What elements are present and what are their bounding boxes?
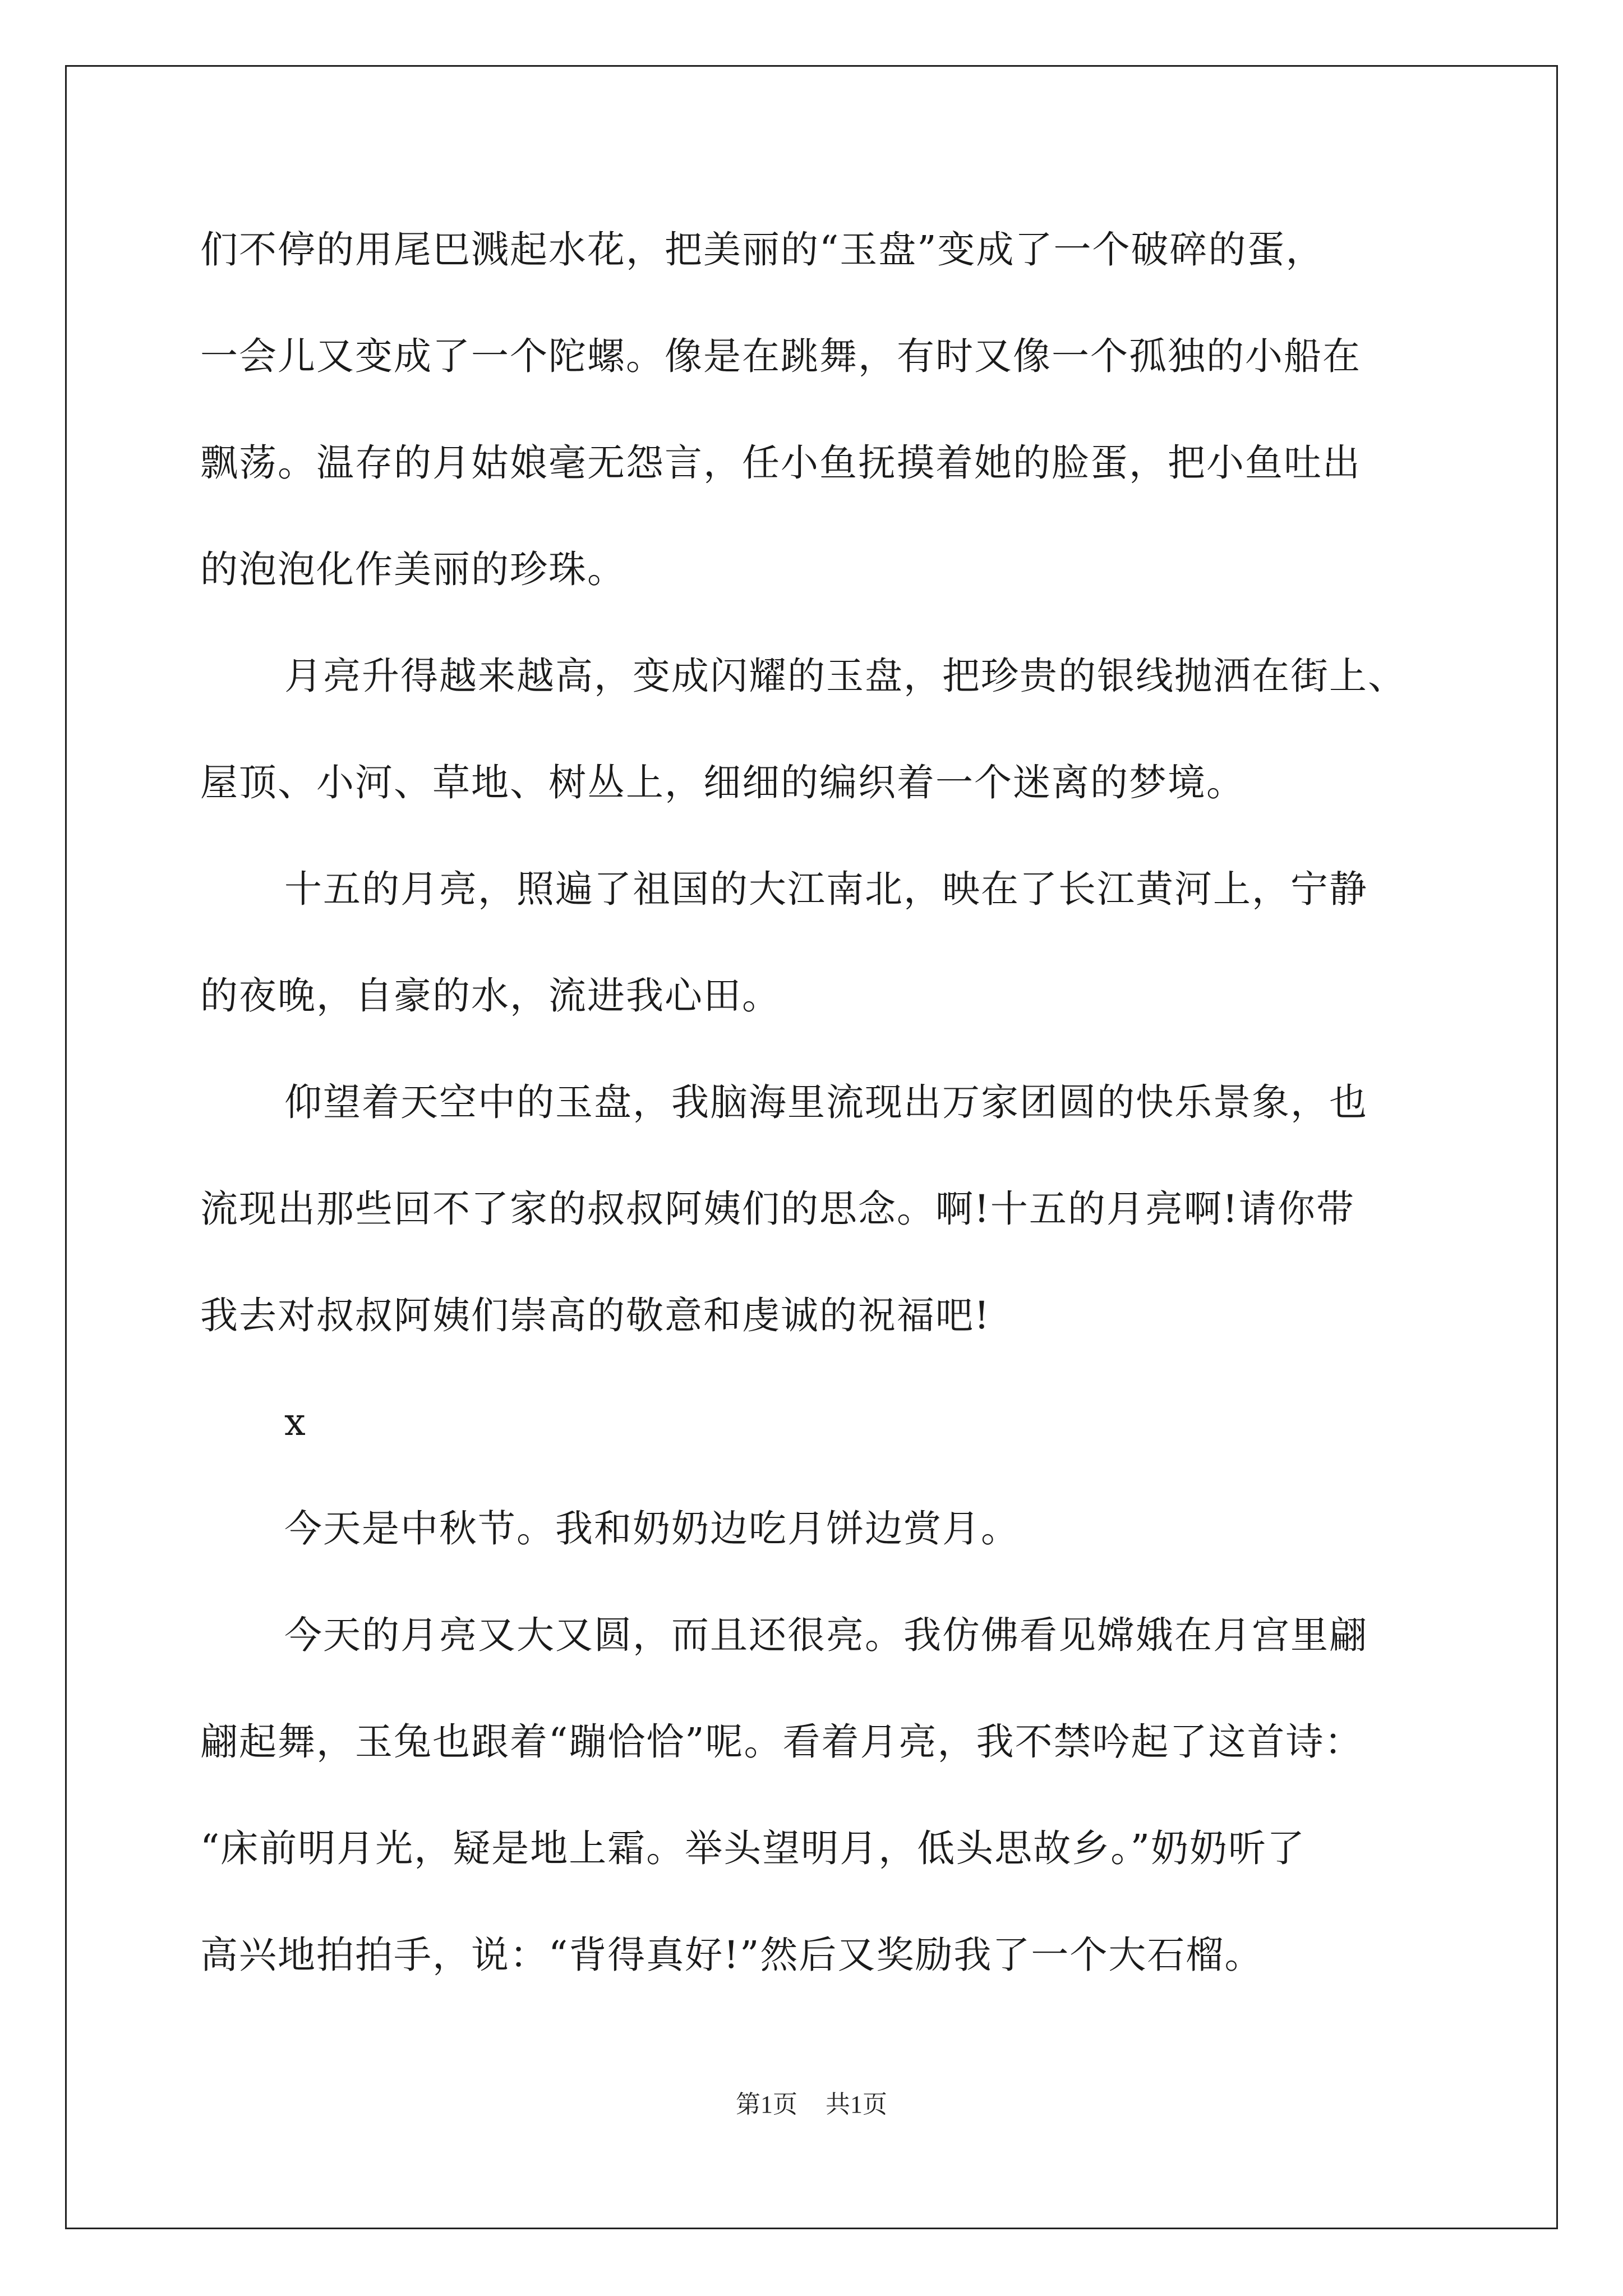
text-line: 飘荡。温存的月姑娘毫无怨言，任小鱼抚摸着她的脸蛋，把小鱼吐出	[200, 441, 1361, 485]
text-line: 翩起舞，玉兔也跟着“蹦恰恰”呢。看着月亮，我不禁吟起了这首诗：	[200, 1720, 1363, 1764]
paragraph-start-line: 今天是中秋节。我和奶奶边吃月饼边赏月。	[284, 1507, 1020, 1550]
text-line: 屋顶、小河、草地、树丛上，细细的编织着一个迷离的梦境。	[200, 761, 1245, 804]
text-line: “床前明月光，疑是地上霜。举头望明月，低头思故乡。”奶奶听了	[200, 1826, 1306, 1870]
paragraph-start-line: 今天的月亮又大又圆，而且还很亮。我仿佛看见嫦娥在月宫里翩	[284, 1613, 1368, 1657]
paragraph-start-line: 月亮升得越来越高，变成闪耀的玉盘，把珍贵的银线抛洒在街上、	[284, 654, 1407, 698]
section-separator: x	[284, 1400, 307, 1444]
page-total: 共1页	[826, 2091, 887, 2118]
text-line: 我去对叔叔阿姨们崇高的敬意和虔诚的祝福吧!	[200, 1294, 990, 1337]
text-line: 一会儿又变成了一个陀螺。像是在跳舞，有时又像一个孤独的小船在	[200, 334, 1361, 378]
paragraph-start-line: 仰望着天空中的玉盘，我脑海里流现出万家团圆的快乐景象，也	[284, 1080, 1368, 1124]
page-number: 第1页	[736, 2091, 797, 2118]
paragraph-start-line: 十五的月亮，照遍了祖国的大江南北，映在了长江黄河上，宁静	[284, 867, 1368, 911]
document-body	[200, 196, 1456, 2008]
text-line: 的泡泡化作美丽的珍珠。	[200, 547, 626, 591]
text-line: 流现出那些回不了家的叔叔阿姨们的思念。啊!十五的月亮啊!请你带	[200, 1187, 1355, 1231]
text-line: 高兴地拍拍手，说：“背得真好!”然后又奖励我了一个大石榴。	[200, 1933, 1264, 1977]
page-footer	[0, 2084, 1623, 2120]
text-line: 们不停的用尾巴溅起水花，把美丽的“玉盘”变成了一个破碎的蛋，	[200, 228, 1325, 272]
text-line: 的夜晚，自豪的水，流进我心田。	[200, 974, 781, 1018]
